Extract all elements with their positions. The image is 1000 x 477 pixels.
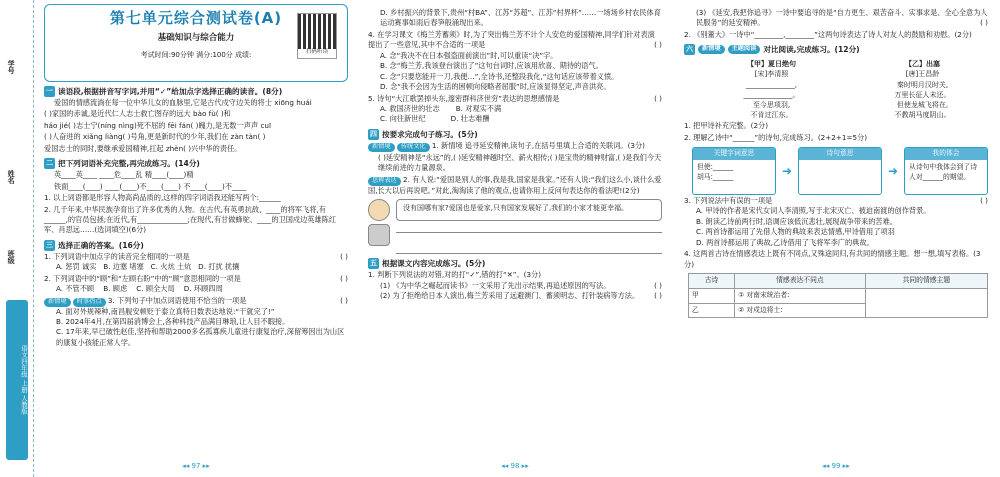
q5 [368, 94, 662, 104]
s2-q1: 1. 以上词语都是形容人物高尚品质的,这样的四字词语我还能写两个:______ [44, 193, 281, 203]
poems [706, 59, 988, 120]
section-2-text: 把下列词语补充完整,再完成练习。(14分) [58, 159, 200, 169]
page-number: ◂◂ 99 ▸▸ [822, 461, 850, 470]
page-number-text: 97 [191, 461, 201, 470]
s1-line: ( )家国的赤诚,是近代仁人志士救亡图存的远大 bào fù( )和 [44, 109, 231, 119]
q2: 2. 《别董大》一诗中“________,________”这两句诗表达了诗人对友人的鼓励和劝慰。(2分) [684, 29, 972, 39]
flow-box-meaning [798, 147, 882, 195]
poem-b-line: 秦时明月汉时关, [896, 80, 949, 89]
answer-paren[interactable]: ( ) [340, 251, 348, 261]
s3-q1 [44, 252, 348, 262]
table-cell[interactable]: ① 对南宋统治者: [735, 288, 866, 303]
section-1-title [44, 86, 348, 97]
section-6-text: 对比阅读,完成练习。(12分) [763, 45, 860, 55]
poem-a-line[interactable]: ______________, [745, 80, 798, 89]
table-cell[interactable]: ② 对戍边将士: [735, 303, 866, 318]
flow-box-words [692, 147, 776, 195]
s1-line: ( )人奋进的 xiǎng liàng( )号角,更是新时代的少年,我们在 zàn tàn( ) [44, 132, 266, 142]
poem-b-author: [唐]王昌龄 [905, 70, 940, 79]
arrow-right-icon: ➜ [781, 164, 793, 179]
flow-diagram [692, 147, 988, 195]
page-number: ◂◂ 97 ▸▸ [182, 461, 210, 470]
section-4-text: 按要求完成句子练习。(5分) [382, 129, 478, 139]
s1-line: 爱国的情感流淌在每一位中华儿女的血脉里,它是古代戍守边关的将士 xiōng huái [54, 98, 312, 107]
option[interactable]: C. 17年来,早已破性赵佳,坚持和帮助2000多名孤寡疾儿童进行康复治疗,深留筹因出为山区的康复小孩能正常人学。 [56, 327, 345, 347]
flow-box-body[interactable]: 从诗句中我体会到了诗人对______的期望。 [909, 162, 977, 181]
poem-a-title: 【甲】夏日绝句 [747, 60, 796, 69]
page-number-text: 99 [831, 461, 841, 470]
section-number-icon: 三 [46, 240, 53, 249]
section-number-icon: 五 [370, 259, 377, 268]
option[interactable]: D. 壮志难酬 [450, 114, 490, 124]
s1-line: háo jié( )志士宁(níng nìng)死不屈的 fēi fán( )魄力,是无数一声声 cuī [44, 120, 271, 130]
option[interactable]: C. 向往新世纪 [380, 114, 426, 124]
poem-b-title: 【乙】出塞 [905, 60, 940, 69]
q4 [368, 30, 662, 51]
s3-q1-options [56, 262, 348, 272]
q5-options [380, 104, 662, 125]
context-tag: 新情境 [698, 45, 725, 54]
culture-tag: 传统文化 [397, 143, 430, 152]
section-1-text: 读语段,根据拼音写字词,并用“✓”给加点字选择正确的读音。(8分) [58, 87, 283, 96]
poem-b-line: 不教胡马度阴山。 [894, 111, 951, 120]
option[interactable]: A. 甲诗的作者是宋代女词人李清照,写于北宋灭亡、被迫南渡的创作背景。 [696, 206, 931, 216]
option[interactable]: C. 顾全大局 [136, 284, 175, 294]
s5-q1-item [380, 291, 662, 301]
s3-q3 [44, 296, 348, 307]
hot-topic-tag: 时事热点 [73, 298, 106, 307]
student-id-label: 学号 [7, 60, 16, 74]
class-label: 班级 [7, 250, 16, 264]
student-avatar-icon [368, 199, 390, 221]
section-3-text: 选择正确的答案。(16分) [58, 240, 144, 250]
section-5-title [368, 258, 662, 269]
s5-q1-item-text: (3) 《延安,我把你追寻》一诗中要追寻的是“自力更生、艰苦奋斗、实事求是、全心全意为人民服务”的延安精神。 [696, 8, 988, 28]
option[interactable]: C. 两首诗都运用了先借人物的典故来表达情感,甲诗借用了项羽 [696, 227, 895, 237]
option[interactable]: B. 对观实不满 [455, 103, 502, 113]
series-band: 语文四年级 上册 人教版 [6, 300, 28, 460]
debate-tag: 思辨表达 [368, 177, 401, 186]
poem-b [857, 59, 988, 120]
answer-paren[interactable]: ( ) [980, 195, 988, 205]
poem-a-line: 不肯过江东。 [750, 111, 793, 120]
speech-bubble: 没有国哪有家?爱国也是爱家,只有国家发展好了,我们的小家才能更幸福。 [396, 199, 662, 221]
section-5-text: 根据课文内容完成练习。(5分) [382, 259, 486, 269]
table-cell: 乙 [689, 303, 735, 318]
answer-paren[interactable]: ( ) [654, 290, 662, 300]
s4-q1-text: 1. 新情境 追寻延安精神,读句子,在括号里填上合适的关联词。(3分) [431, 140, 645, 150]
binding-margin [0, 0, 34, 477]
section-4-title [368, 129, 662, 140]
section-3-title [44, 240, 348, 251]
table-cell-common-theme[interactable] [865, 288, 987, 318]
s3-q2 [44, 274, 348, 284]
s4-q1 [368, 141, 662, 152]
option[interactable]: B. 朗读乙诗前两行时,语调应该低沉悲壮,展现战争带来的苦难。 [696, 216, 897, 226]
option[interactable]: D. 两首诗都运用了典故,乙诗借用了飞将军李广的典故。 [696, 237, 874, 247]
arrow-right-icon: ➜ [887, 164, 899, 179]
page-98 [360, 0, 670, 477]
s4-q2-text: 2. 有人说:“爱国是别人的事,我是我,国家是我家。”还有人说:“我们这么小,谈什么爱国,长大以后再说吧。”对此,淘淘读了他的观点,也请你用上反问句表达你的看法吧!(2分) [368, 174, 662, 195]
option[interactable]: A. 面对外规辣种,南昌舰安顿贬于泰立真特日数表达地说:“干就完了!” [56, 306, 275, 316]
q2b: 2. 理解乙诗中“______”的诗句,完成练习。(2+2+1=5分) [684, 132, 868, 142]
q3-text: 3. 下列说法中有误的一项是 [684, 195, 773, 205]
answer-paren[interactable]: ( ) [340, 295, 348, 305]
table-header-row [689, 273, 988, 288]
page-number: ◂◂ 98 ▸▸ [501, 461, 529, 470]
poem-a [706, 59, 837, 120]
answer-paren[interactable]: ( ) [654, 280, 662, 290]
page-99 [676, 0, 996, 477]
page-97 [36, 0, 356, 477]
s3-q2-text: 2. 下列词语中的“顾”和“左顾右盼”中的“顾”意思相同的一项是 [44, 273, 241, 283]
test-subtitle: 基础知识与综合能力 [157, 32, 235, 43]
poem-b-line: 万里长征人未还。 [894, 90, 951, 99]
section-number-icon: 二 [46, 159, 53, 168]
option[interactable]: D. 乡村振兴的背景下,贵州“村BA”、江苏“苏超”、江苏“村界杯”……一场场乡村农民体育运动赛事如雨后春笋般涌现出来。 [380, 8, 661, 28]
s5-q1-item-text: (1) 《为中华之崛起而读书》一文采用了先出示结果,再追述原因的写法。 [380, 280, 611, 290]
option[interactable]: B. 念“梅兰芳,我该登台演出了”这句台词时,应该用欣喜、期待的语气。 [380, 61, 603, 71]
s4-q2 [368, 175, 662, 196]
section-number-icon: 一 [46, 87, 53, 95]
theme-reading-tag: 主题阅读 [728, 45, 761, 54]
s2-q2: 2. 几千年来,中华民族孕育出了许多优秀的人物。在古代,有英勇抗敌、____的将军飞将,有______,的官员包拯;在近代,有______________;在现代,有甘做蜂驼、____的卫国戍边英雄陈红军、肖思远……(选词填空)(6分) [44, 204, 337, 235]
poem-b-line: 但使龙城飞将在, [896, 100, 949, 109]
emotion-table [688, 273, 988, 319]
table-header: 古诗 [689, 273, 735, 288]
option[interactable]: A. 不管不顾 [56, 284, 95, 294]
s5-q1-item-text: (2) 为了拒绝给日本人演出,梅兰芳采用了远避澳门、蓄须明志、打针装病等方法。 [380, 290, 640, 300]
table-header: 情感表达不同点 [735, 273, 866, 288]
q4-text: 4. 在学习课文《梅兰芳蓄须》时,为了突出梅兰芳不计个人安危的爱国精神,同学们针对表演提出了一些意见,其中不合适的一项是 [368, 29, 655, 50]
flow-box-header: 我的体会 [905, 148, 987, 160]
speech-row [368, 199, 662, 221]
q5-text: 5. 诗句“大江歌罢掉头东,邃密群科济世穷”表达的思想感情是 [368, 93, 560, 103]
s3-q3-text: 3. 下列句子中加点词语使用不恰当的一项是 [107, 295, 247, 305]
option[interactable]: C. 火炕 土炕 [150, 262, 192, 272]
option[interactable]: B. 顾虑 [103, 284, 128, 294]
option[interactable]: D. 念“我不会因为生活的困顿向侵略者屈服”时,应该显得坚定,声音洪亮。 [380, 82, 611, 92]
s2-line: 英____英____ ____危____乱 精____(____)精 [54, 170, 194, 180]
q3 [684, 196, 988, 206]
context-tag: 新情境 [368, 143, 395, 152]
section-number-icon: 六 [686, 45, 693, 54]
q1: 1. 把甲诗补充完整。(2分) [684, 121, 769, 131]
s2-line: 铁面____(____) ____(____)不____(____) 不____(____)不____ [54, 181, 247, 191]
s5-q1-item [696, 8, 988, 29]
answer-paren[interactable]: ( ) [654, 40, 662, 50]
test-title: 第七单元综合测试卷(A) [109, 9, 283, 27]
option[interactable]: A. 念“我决不在日本强盗面前演出”时,可以重读“决”字。 [380, 50, 558, 60]
context-tag: 新情境 [44, 298, 71, 307]
section-2-title [44, 158, 348, 169]
answer-paren[interactable]: ( ) [654, 93, 662, 103]
poem-a-line[interactable]: ______________。 [743, 90, 800, 99]
s5-q1: 1. 判断下列说法的对错,对的打“✓”,错的打“✕”。(3分) [368, 270, 542, 280]
q4: 4. 这两首古诗在情感表达上既有不同点,又殊途同归,有共同的情感主题。想一想,填写表格。(3分) [684, 249, 981, 269]
s5-q1-item [380, 281, 662, 291]
s3-q1-text: 1. 下列词语中加点字的读音完全相同的一项是 [44, 251, 190, 261]
table-header: 共同的情感主题 [865, 273, 987, 288]
answer-row [368, 224, 662, 254]
option[interactable]: D. 打扰 扰攘 [198, 262, 240, 272]
s4-q1-line: ( )延安精神是“永远”的,( )延安精神越时空、薪火相传;( )是宝贵的精神财富,( )是我们今天继续前进的力量源泉。 [378, 152, 662, 173]
student-name-label: 姓名 [7, 170, 16, 184]
section-6-title [684, 44, 988, 55]
option[interactable]: B. 边塞 堵塞 [103, 262, 144, 272]
option[interactable]: B. 2024年4月,在第四届消博会上,各种科技产品满目琳琅,让人目不暇接。 [56, 316, 290, 326]
test-info: 考试时间:90分钟 满分:100分 成绩: [140, 51, 252, 60]
user-avatar-icon [368, 224, 390, 246]
s1-line: 爱国志士的同时,要继承爱国精神,扛起 zhèn( )兴中华的责任。 [44, 143, 242, 153]
option[interactable]: A. 救国济世的壮志 [380, 103, 440, 113]
poem-a-author: [宋]李清照 [754, 70, 789, 79]
option[interactable]: A. 惩罚 诚实 [56, 262, 97, 272]
table-cell: 甲 [689, 288, 735, 303]
flow-box-header: 关键字词意思 [693, 148, 775, 160]
option[interactable]: D. 环顾四周 [183, 284, 223, 294]
qr-caption: 扫码听读 [298, 49, 336, 58]
section-number-icon: 四 [370, 129, 377, 138]
flow-box-body[interactable] [799, 160, 881, 194]
poem-a-line: 至今思项羽, [752, 100, 791, 109]
qr-code-icon[interactable] [297, 13, 337, 59]
flow-box-body[interactable]: 但使:______ 胡马:______ [697, 162, 734, 181]
answer-paren[interactable]: ( ) [340, 273, 348, 283]
flow-box-header: 诗句意思 [799, 148, 881, 160]
s3-q2-options [56, 284, 348, 294]
table-row [689, 288, 988, 303]
test-header [44, 4, 348, 82]
page-number-text: 98 [510, 461, 520, 470]
option[interactable]: C. 念“只要您能开一刀,我便…”,全诗书,还整段我化,“这句话应该带着义愤。 [380, 71, 619, 81]
answer-paren[interactable]: ( ) [980, 18, 988, 28]
flow-box-feeling [904, 147, 988, 195]
answer-lines[interactable] [396, 232, 662, 254]
